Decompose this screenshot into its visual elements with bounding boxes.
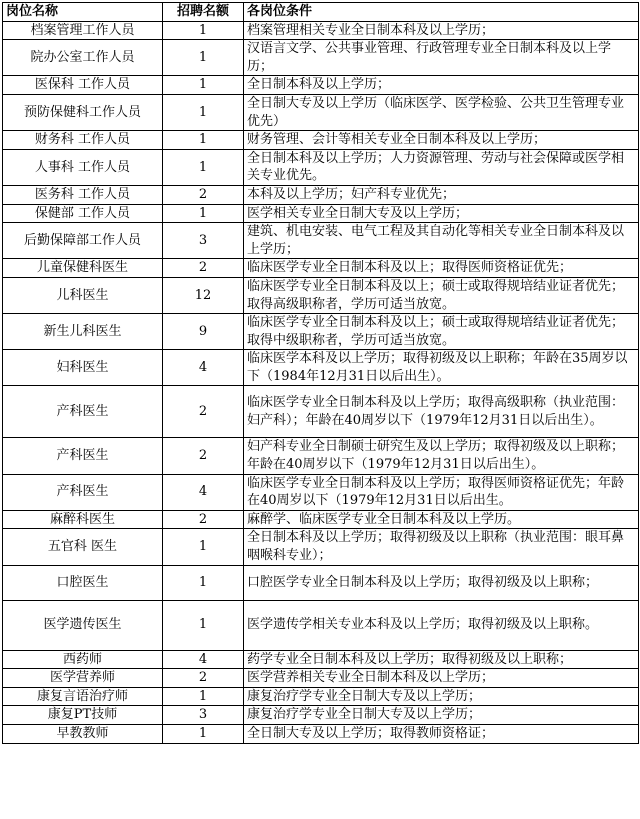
position-cell: 五官科 医生 <box>3 529 163 565</box>
count-cell: 1 <box>163 149 244 185</box>
table-row <box>3 21 639 40</box>
table-row <box>3 350 639 386</box>
count-cell: 4 <box>163 350 244 386</box>
position-cell: 医学营养师 <box>3 669 163 688</box>
position-cell: 产科医生 <box>3 438 163 474</box>
requirements-cell: 临床医学专业全日制本科及以上；取得医师资格证优先； <box>244 259 639 278</box>
requirements-cell: 财务管理、会计等相关专业全日制本科及以上学历； <box>244 131 639 150</box>
requirements-cell: 全日制大专及以上学历（临床医学、医学检验、公共卫生管理专业优先） <box>244 94 639 130</box>
table-row <box>3 204 639 223</box>
count-cell: 1 <box>163 565 244 600</box>
requirements-cell: 全日制本科及以上学历；取得初级及以上职称（执业范围：眼耳鼻咽喉科专业）； <box>244 529 639 565</box>
requirements-cell: 药学专业全日制本科及以上学历；取得初级及以上职称； <box>244 650 639 669</box>
table-row <box>3 314 639 350</box>
position-cell: 医保科 工作人员 <box>3 76 163 95</box>
position-cell: 麻醉科医生 <box>3 510 163 529</box>
count-cell: 2 <box>163 438 244 474</box>
position-cell: 后勤保障部工作人员 <box>3 223 163 259</box>
count-cell: 2 <box>163 185 244 204</box>
table-row <box>3 94 639 130</box>
position-cell: 儿童保健科医生 <box>3 259 163 278</box>
requirements-cell: 全日制大专及以上学历；取得教师资格证； <box>244 725 639 744</box>
position-cell: 产科医生 <box>3 386 163 438</box>
count-cell: 3 <box>163 706 244 725</box>
table-row <box>3 510 639 529</box>
count-cell: 12 <box>163 277 244 313</box>
count-cell: 1 <box>163 21 244 40</box>
count-cell: 2 <box>163 510 244 529</box>
requirements-cell: 康复治疗学专业全日制大专及以上学历； <box>244 706 639 725</box>
position-cell: 预防保健科工作人员 <box>3 94 163 130</box>
header-row <box>3 3 639 22</box>
position-cell: 产科医生 <box>3 474 163 510</box>
requirements-cell: 临床医学专业全日制本科及以上学历；取得医师资格证优先；年龄在40周岁以下（1979年12月31日以后出生。 <box>244 474 639 510</box>
requirements-cell: 临床医学专业全日制本科及以上；硕士或取得规培结业证者优先；取得高级职称者，学历可适当放宽。 <box>244 277 639 313</box>
position-cell: 财务科 工作人员 <box>3 131 163 150</box>
count-cell: 1 <box>163 76 244 95</box>
requirements-cell: 妇产科专业全日制硕士研究生及以上学历；取得初级及以上职称；年龄在40周岁以下（1979年12月31日以后出生）。 <box>244 438 639 474</box>
count-cell: 1 <box>163 131 244 150</box>
requirements-cell: 全日制本科及以上学历； <box>244 76 639 95</box>
count-cell: 1 <box>163 204 244 223</box>
table-row <box>3 131 639 150</box>
table-row <box>3 725 639 744</box>
count-cell: 1 <box>163 40 244 76</box>
count-cell: 1 <box>163 94 244 130</box>
requirements-cell: 医学遗传学相关专业本科及以上学历；取得初级及以上职称。 <box>244 600 639 650</box>
count-cell: 1 <box>163 529 244 565</box>
position-cell: 档案管理工作人员 <box>3 21 163 40</box>
requirements-cell: 医学营养相关专业全日制本科及以上学历； <box>244 669 639 688</box>
table-row <box>3 687 639 706</box>
table-row <box>3 706 639 725</box>
requirements-cell: 临床医学专业全日制本科及以上学历；取得高级职称（执业范围：妇产科）；年龄在40周岁以下（1979年12月31日以后出生）。 <box>244 386 639 438</box>
requirements-cell: 康复治疗学专业全日制大专及以上学历； <box>244 687 639 706</box>
requirements-cell: 建筑、机电安装、电气工程及其自动化等相关专业全日制本科及以上学历； <box>244 223 639 259</box>
count-cell: 1 <box>163 725 244 744</box>
table-row <box>3 76 639 95</box>
requirements-cell: 本科及以上学历；妇产科专业优先； <box>244 185 639 204</box>
requirements-cell: 全日制本科及以上学历；人力资源管理、劳动与社会保障或医学相关专业优先。 <box>244 149 639 185</box>
table-row <box>3 438 639 474</box>
count-cell: 1 <box>163 600 244 650</box>
position-cell: 口腔医生 <box>3 565 163 600</box>
position-cell: 医学遗传医生 <box>3 600 163 650</box>
count-cell: 2 <box>163 386 244 438</box>
position-cell: 西药师 <box>3 650 163 669</box>
position-cell: 妇科医生 <box>3 350 163 386</box>
requirements-cell: 医学相关专业全日制大专及以上学历； <box>244 204 639 223</box>
header-requirements: 各岗位条件 <box>244 3 639 22</box>
count-cell: 4 <box>163 650 244 669</box>
table-row <box>3 277 639 313</box>
count-cell: 2 <box>163 669 244 688</box>
table-row <box>3 529 639 565</box>
position-cell: 医务科 工作人员 <box>3 185 163 204</box>
count-cell: 2 <box>163 259 244 278</box>
count-cell: 1 <box>163 687 244 706</box>
requirements-cell: 临床医学本科及以上学历；取得初级及以上职称；年龄在35周岁以下（1984年12月31日以后出生）。 <box>244 350 639 386</box>
requirements-cell: 汉语言文学、公共事业管理、行政管理专业全日制本科及以上学历； <box>244 40 639 76</box>
recruitment-table <box>2 2 639 744</box>
position-cell: 康复言语治疗师 <box>3 687 163 706</box>
position-cell: 儿科医生 <box>3 277 163 313</box>
position-cell: 保健部 工作人员 <box>3 204 163 223</box>
position-cell: 新生儿科医生 <box>3 314 163 350</box>
table-row <box>3 600 639 650</box>
table-row <box>3 386 639 438</box>
count-cell: 4 <box>163 474 244 510</box>
table-row <box>3 185 639 204</box>
header-position: 岗位名称 <box>3 3 163 22</box>
requirements-cell: 麻醉学、临床医学专业全日制本科及以上学历。 <box>244 510 639 529</box>
table-row <box>3 650 639 669</box>
requirements-cell: 档案管理相关专业全日制本科及以上学历； <box>244 21 639 40</box>
table-row <box>3 259 639 278</box>
header-count: 招聘名额 <box>163 3 244 22</box>
table-row <box>3 474 639 510</box>
table-row <box>3 565 639 600</box>
table-row <box>3 40 639 76</box>
position-cell: 人事科 工作人员 <box>3 149 163 185</box>
requirements-cell: 口腔医学专业全日制本科及以上学历；取得初级及以上职称； <box>244 565 639 600</box>
position-cell: 早教教师 <box>3 725 163 744</box>
count-cell: 9 <box>163 314 244 350</box>
requirements-cell: 临床医学专业全日制本科及以上；硕士或取得规培结业证者优先；取得中级职称者，学历可适当放宽。 <box>244 314 639 350</box>
table-row <box>3 149 639 185</box>
count-cell: 3 <box>163 223 244 259</box>
position-cell: 院办公室工作人员 <box>3 40 163 76</box>
position-cell: 康复PT技师 <box>3 706 163 725</box>
table-row <box>3 223 639 259</box>
table-row <box>3 669 639 688</box>
